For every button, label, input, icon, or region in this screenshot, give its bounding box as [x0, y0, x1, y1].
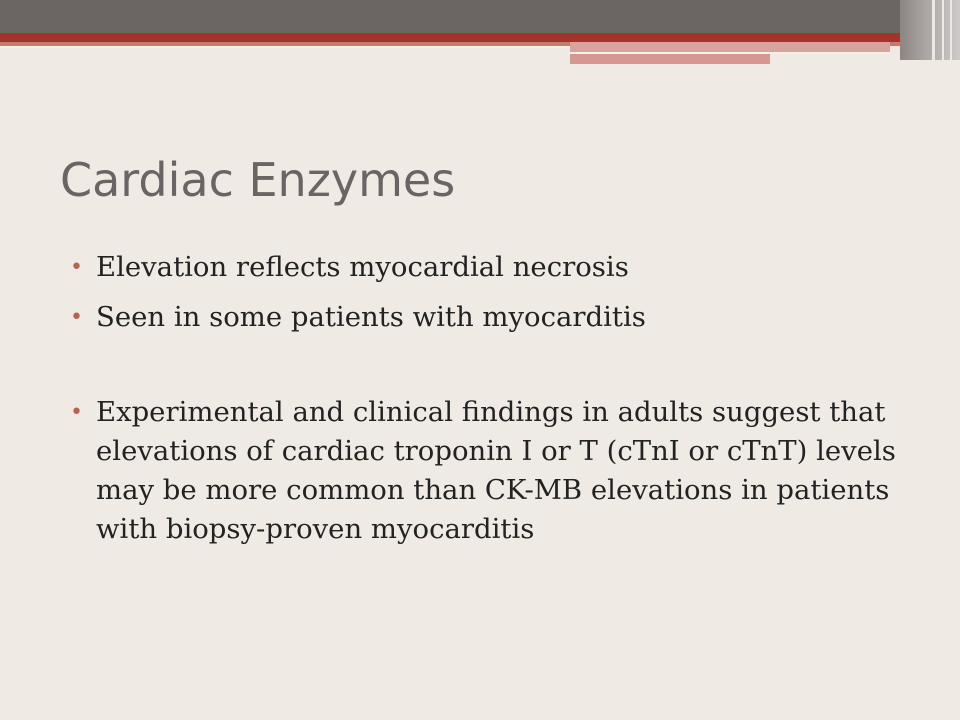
bullet-icon: •: [70, 400, 83, 425]
bullet-text: Seen in some patients with myocarditis: [96, 301, 646, 333]
bullet-item: [70, 393, 916, 549]
bullet-icon: •: [70, 305, 83, 330]
slide-title: Cardiac Enzymes: [60, 153, 456, 207]
bullet-item: [70, 298, 916, 337]
bullet-icon: •: [70, 255, 83, 280]
bullet-text: Elevation reflects myocardial necrosis: [96, 251, 629, 283]
bullet-text: Experimental and clinical findings in adults suggest that elevations of cardiac troponin I or T (cTnI or cTnT) levels may be more common than CK-MB elevations in patients with biopsy-proven myocarditis: [96, 396, 896, 545]
bullet-item: [70, 248, 916, 287]
